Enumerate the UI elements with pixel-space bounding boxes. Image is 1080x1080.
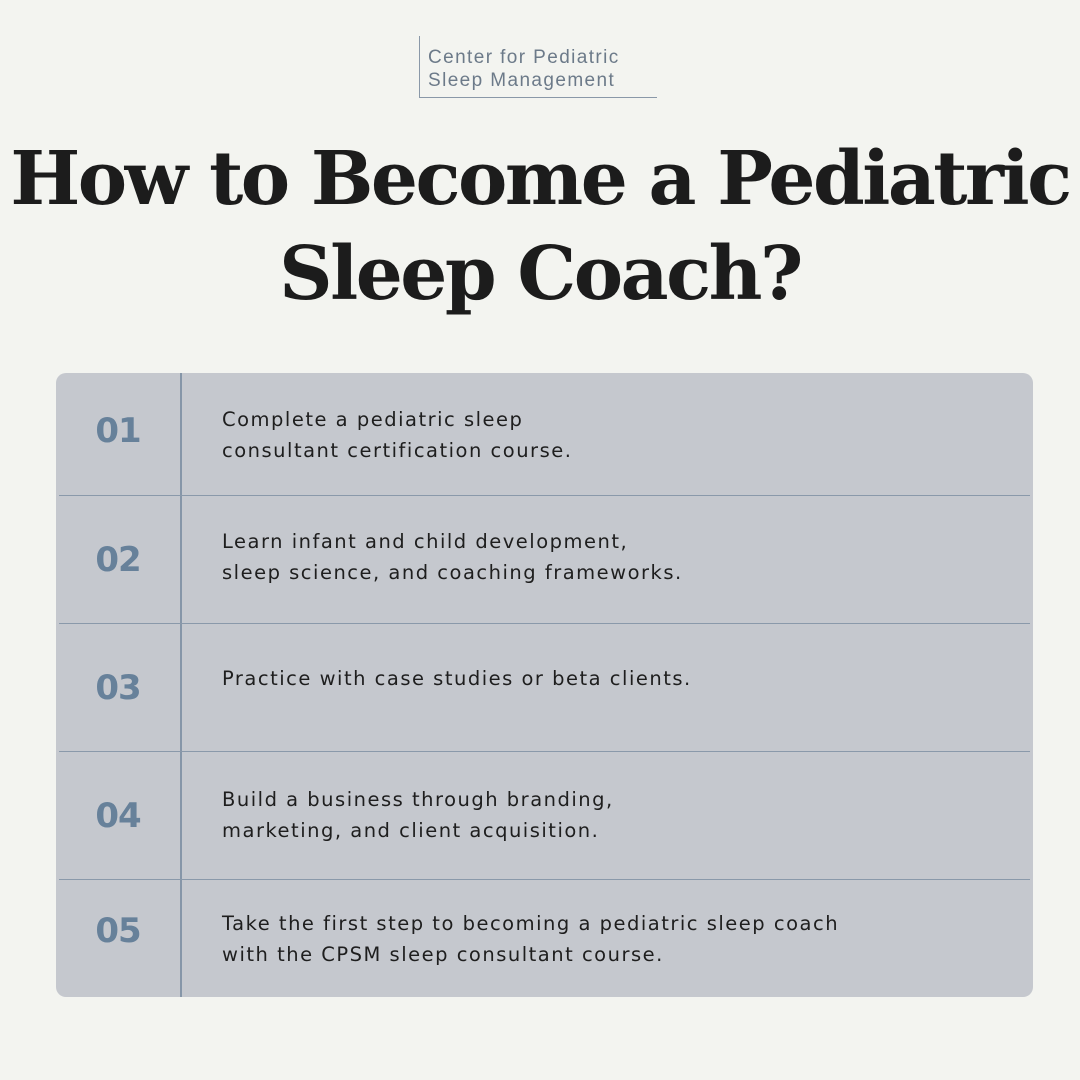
step-row-4 — [56, 752, 1033, 880]
step-number: 05 — [95, 911, 141, 951]
step-text-line-2: with the CPSM sleep consultant course. — [222, 943, 664, 966]
steps-table — [56, 373, 1033, 997]
step-text — [222, 908, 1012, 970]
step-number: 02 — [95, 540, 141, 580]
step-text-line-1: Build a business through branding, — [222, 788, 614, 811]
step-number: 01 — [95, 411, 141, 451]
page-title-line-2: Sleep Coach? — [279, 231, 801, 317]
step-text-line-1: Take the first step to becoming a pediatric sleep coach — [222, 912, 840, 935]
step-text — [222, 526, 1012, 588]
step-number: 03 — [95, 668, 141, 708]
step-text — [222, 663, 1012, 694]
step-text-line-1: Complete a pediatric sleep — [222, 408, 524, 431]
logo — [419, 36, 657, 98]
step-text-line-2: consultant certification course. — [222, 439, 573, 462]
step-text — [222, 404, 1012, 466]
step-number: 04 — [95, 796, 141, 836]
page-title — [0, 132, 1080, 322]
step-row-5 — [56, 880, 1033, 997]
logo-line-1: Center for Pediatric — [428, 47, 620, 68]
step-text — [222, 784, 1012, 846]
step-row-3 — [56, 624, 1033, 752]
step-text-line-2: marketing, and client acquisition. — [222, 819, 600, 842]
step-text-line-1: Practice with case studies or beta clients. — [222, 667, 692, 690]
step-text-line-2: sleep science, and coaching frameworks. — [222, 561, 683, 584]
step-text-line-1: Learn infant and child development, — [222, 530, 629, 553]
logo-line-2: Sleep Management — [428, 70, 616, 91]
step-row-1 — [56, 373, 1033, 496]
page-title-line-1: How to Become a Pediatric — [10, 136, 1070, 222]
step-row-2 — [56, 496, 1033, 624]
